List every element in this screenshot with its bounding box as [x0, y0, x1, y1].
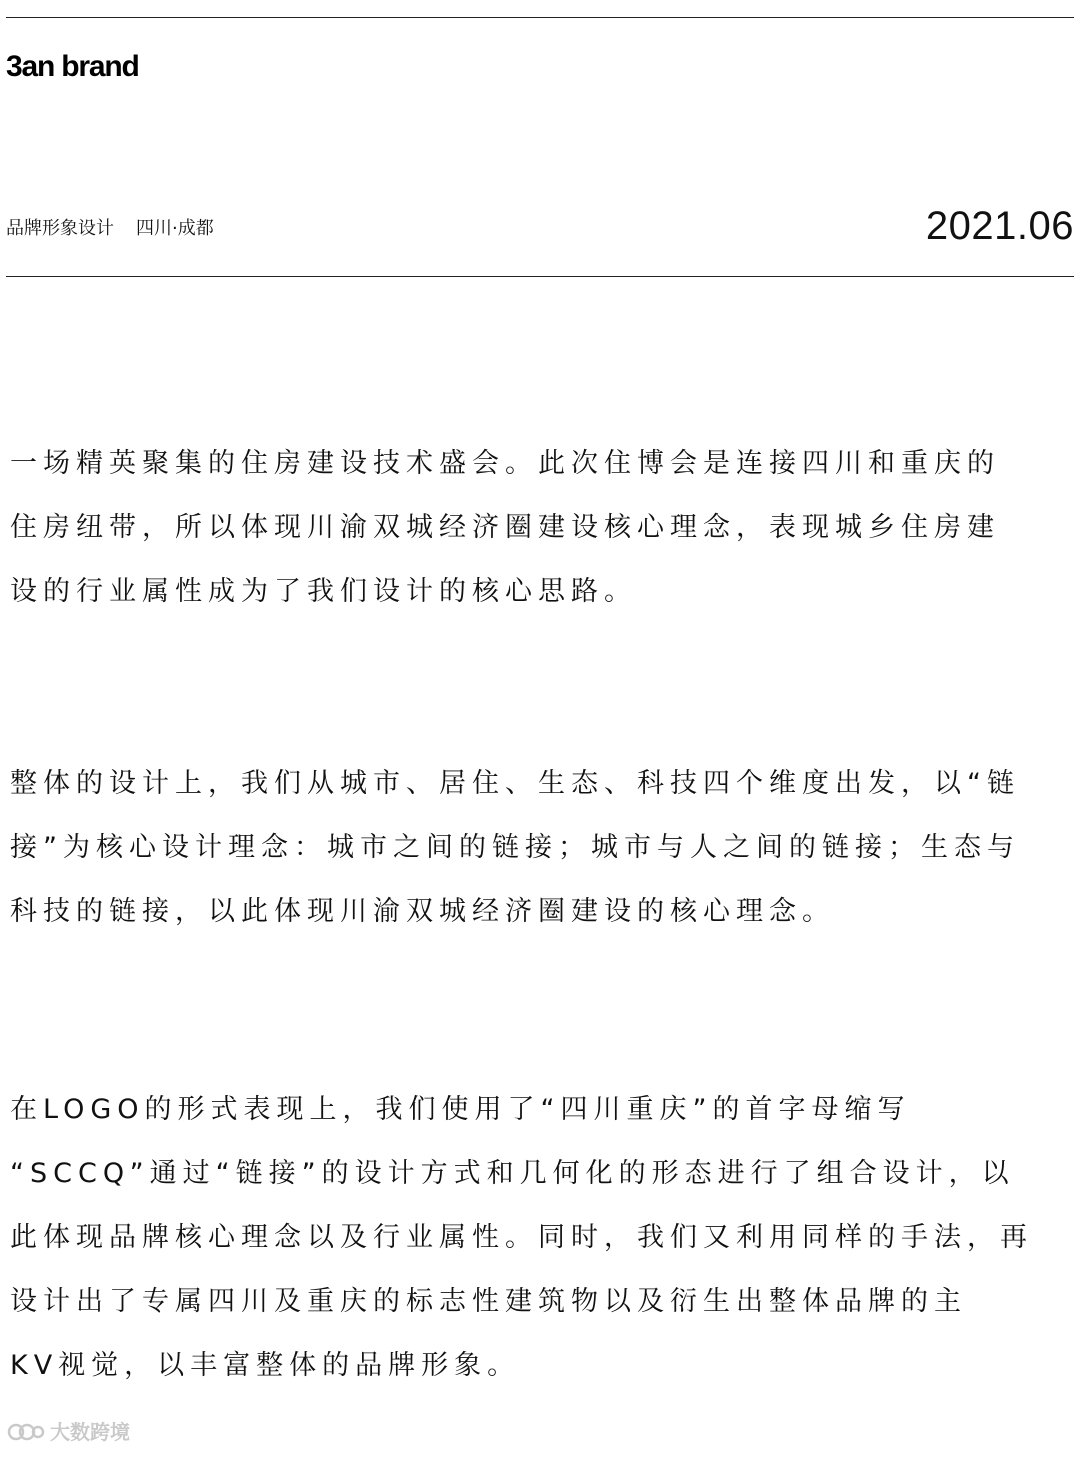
project-location: 四川·成都: [136, 218, 214, 239]
project-meta: [6, 196, 1074, 256]
paragraph-intro: [10, 432, 1072, 624]
paragraph-logo: [10, 1078, 1072, 1398]
brand-logo: 3an brand: [6, 50, 139, 83]
header-divider: [6, 276, 1074, 277]
top-divider: [6, 17, 1074, 18]
paragraph-line: 设的行业属性成为了我们设计的核心思路。: [10, 576, 637, 607]
paragraph-line: “SCCQ”通过“链接”的设计方式和几何化的形态进行了组合设计，以: [10, 1158, 1015, 1189]
paragraph-line: 科技的链接，以此体现川渝双城经济圈建设的核心理念。: [10, 896, 835, 927]
paragraph-line: 一场精英聚集的住房建设技术盛会。此次住博会是连接四川和重庆的: [10, 448, 1000, 479]
paragraph-line: 设计出了专属四川及重庆的标志性建筑物以及衍生出整体品牌的主: [10, 1286, 967, 1317]
paragraph-line: 住房纽带，所以体现川渝双城经济圈建设核心理念，表现城乡住房建: [10, 512, 1000, 543]
paragraph-line: 此体现品牌核心理念以及行业属性。同时，我们又利用同样的手法，再: [10, 1222, 1033, 1253]
project-info: [6, 214, 214, 240]
project-date: 2021.06: [925, 204, 1074, 248]
watermark-text: 大数跨境: [50, 1420, 130, 1444]
paragraph-line: 整体的设计上，我们从城市、居住、生态、科技四个维度出发，以“链: [10, 768, 1020, 799]
paragraph-concept: [10, 752, 1072, 944]
project-type: 品牌形象设计: [6, 218, 114, 239]
paragraph-line: 在LOGO的形式表现上，我们使用了“四川重庆”的首字母缩写: [10, 1094, 911, 1125]
chain-logo-icon: [6, 1420, 46, 1444]
paragraph-line: 接”为核心设计理念：城市之间的链接；城市与人之间的链接；生态与: [10, 832, 1020, 863]
watermark: [6, 1420, 130, 1444]
paragraph-line: KV视觉，以丰富整体的品牌形象。: [10, 1350, 521, 1381]
